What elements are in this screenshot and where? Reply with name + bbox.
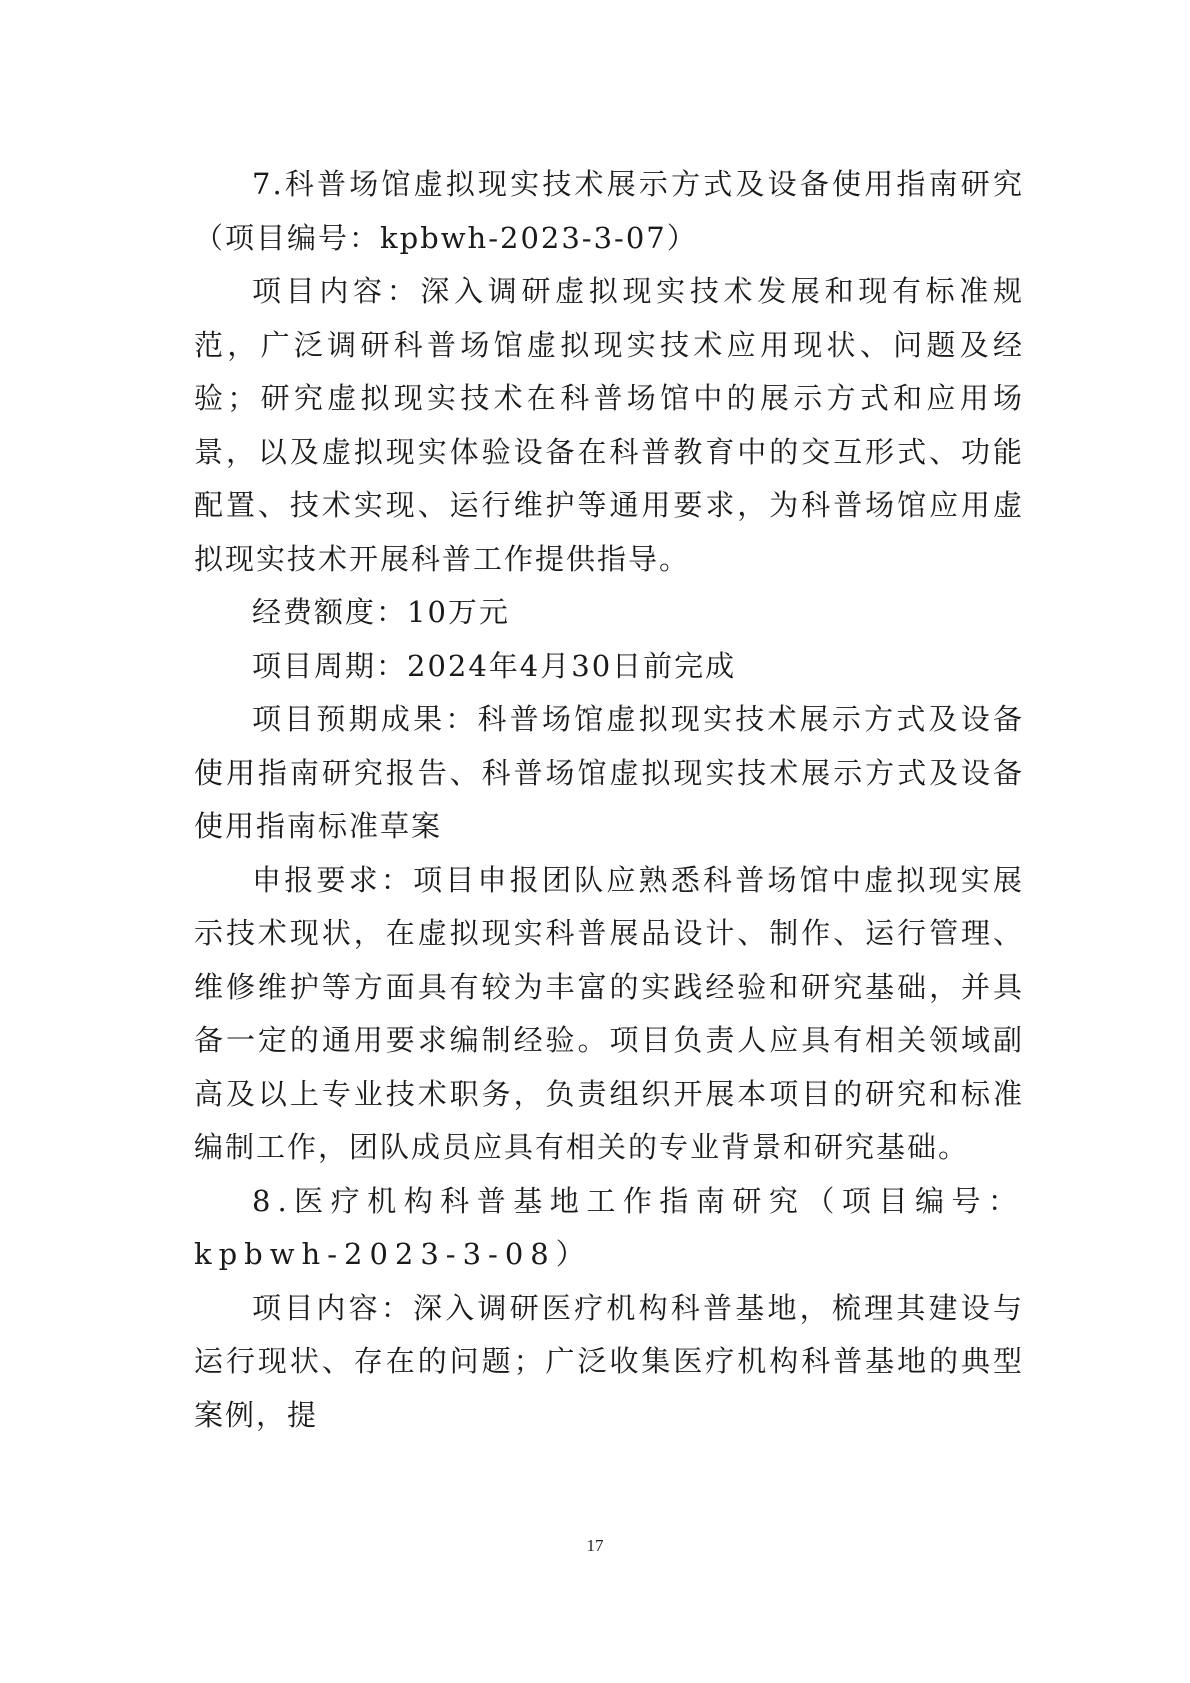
section-7-requirements: 申报要求：项目申报团队应熟悉科普场馆中虚拟现实展示技术现状，在虚拟现实科普展品设计、制作、运行管理、维修维护等方面具有较为丰富的实践经验和研究基础，并具备一定的通用要求编制经验。项目负责人应具有相关领域副高及以上专业技术职务，负责组织开展本项目的研究和标准编制工作，团队成员应具有相关的专业背景和研究基础。 [194,862,1024,1164]
section-7-content: 项目内容：深入调研虚拟现实技术发展和现有标准规范，广泛调研科普场馆虚拟现实技术应用现状、问题及经验；研究虚拟现实技术在科普场馆中的展示方式和应用场景，以及虚拟现实体验设备在科普教育中的交互形式、功能配置、技术实现、运行维护等通用要求，为科普场馆应用虚拟现实技术开展科普工作提供指导。 [194,274,1024,576]
section-7-funding: 经费额度：10万元 [252,595,510,629]
section-7-heading: 7.科普场馆虚拟现实技术展示方式及设备使用指南研究（项目编号：kpbwh-2023-3-07） [194,167,1024,255]
section-8-content: 项目内容：深入调研医疗机构科普基地，梳理其建设与运行现状、存在的问题；广泛收集医疗机构科普基地的典型案例，提 [194,1290,1024,1432]
document-body [194,158,1024,1442]
page-number: 17 [586,1536,604,1555]
section-7-period: 项目周期：2024年4月30日前完成 [252,648,737,683]
section-7-outcomes: 项目预期成果：科普场馆虚拟现实技术展示方式及设备使用指南研究报告、科普场馆虚拟现实技术展示方式及设备使用指南标准草案 [194,702,1024,843]
section-8-heading: 8.医疗机构科普基地工作指南研究（项目编号：kpbwh-2023-3-08） [194,1183,1024,1271]
